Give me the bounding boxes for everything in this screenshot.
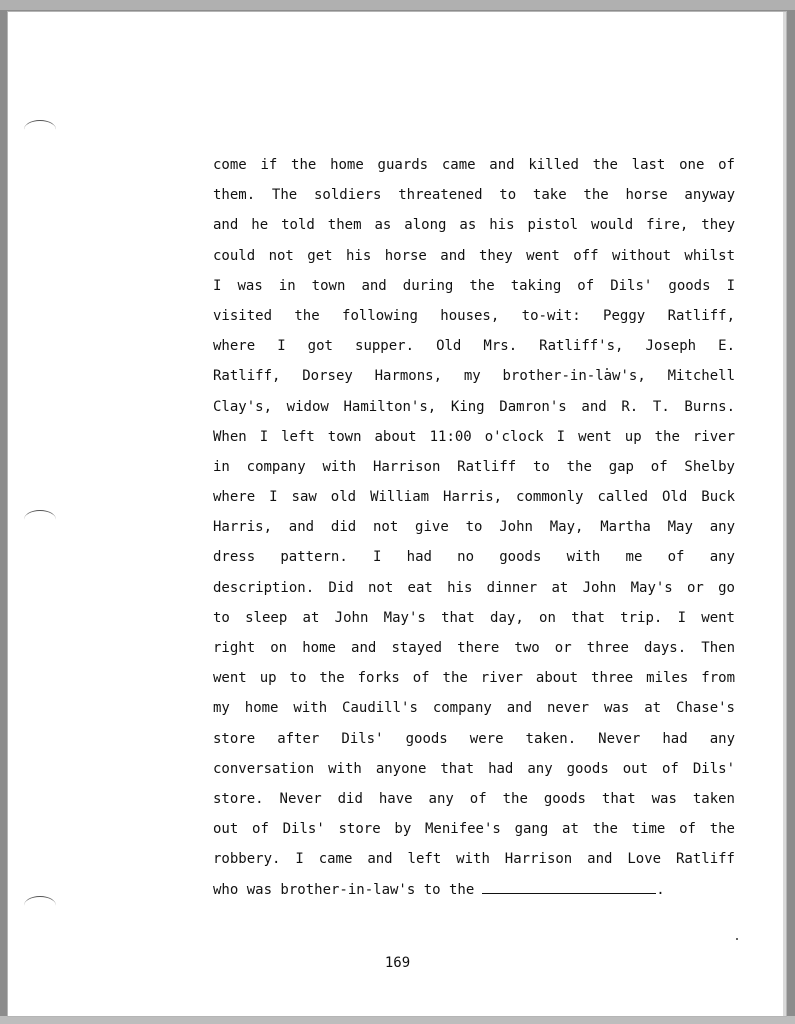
- text-line: Ratliff, Dorsey Harmons, my brother-in-law's, Mitchell: [213, 368, 735, 385]
- binder-hole-middle: [24, 510, 56, 529]
- text-line: Clay's, widow Hamilton's, King Damron's and R. T. Burns.: [213, 398, 735, 415]
- binder-hole-top: [24, 120, 56, 139]
- text-line: out of Dils' store by Menifee's gang at the time of the: [213, 821, 735, 838]
- final-line-text: who was brother-in-law's to the: [213, 881, 475, 898]
- text-line: store after Dils' goods were taken. Never had any: [213, 730, 735, 747]
- scan-top-edge: [0, 0, 795, 10]
- text-line-final: [213, 875, 735, 905]
- scan-speck: [736, 938, 738, 940]
- text-line: robbery. I came and left with Harrison and Love Ratliff: [213, 851, 735, 868]
- text-line: where I got supper. Old Mrs. Ratliff's, Joseph E.: [213, 338, 735, 355]
- text-line: visited the following houses, to-wit: Peggy Ratliff,: [213, 307, 735, 324]
- scan-bottom-edge: [0, 1016, 795, 1024]
- text-line: When I left town about 11:00 o'clock I went up the river: [213, 428, 735, 445]
- final-line-period: .: [656, 881, 665, 898]
- text-line: description. Did not eat his dinner at John May's or go: [213, 579, 735, 596]
- page-number: 169: [384, 955, 411, 971]
- text-line: in company with Harrison Ratliff to the gap of Shelby: [213, 458, 735, 475]
- text-line: come if the home guards came and killed the last one of: [213, 157, 735, 173]
- text-line: them. The soldiers threatened to take the horse anyway: [213, 187, 735, 204]
- text-line: conversation with anyone that had any goods out of Dils': [213, 760, 735, 777]
- fill-in-blank: [482, 879, 656, 894]
- text-line: Harris, and did not give to John May, Martha May any: [213, 519, 735, 536]
- text-line: store. Never did have any of the goods that was taken: [213, 790, 735, 807]
- text-line: where I saw old William Harris, commonly called Old Buck: [213, 489, 735, 506]
- text-line: my home with Caudill's company and never was at Chase's: [213, 700, 735, 717]
- text-line: went up to the forks of the river about three miles from: [213, 670, 735, 687]
- document-body: [213, 150, 735, 905]
- text-line: dress pattern. I had no goods with me of any: [213, 549, 735, 566]
- text-line: could not get his horse and they went off without whilst: [213, 247, 735, 264]
- text-line: to sleep at John May's that day, on that trip. I went: [213, 609, 735, 626]
- binder-hole-bottom: [24, 896, 56, 915]
- text-line: right on home and stayed there two or three days. Then: [213, 640, 735, 656]
- text-line: I was in town and during the taking of Dils' goods I: [213, 277, 735, 294]
- text-line: and he told them as along as his pistol would fire, they: [213, 217, 735, 234]
